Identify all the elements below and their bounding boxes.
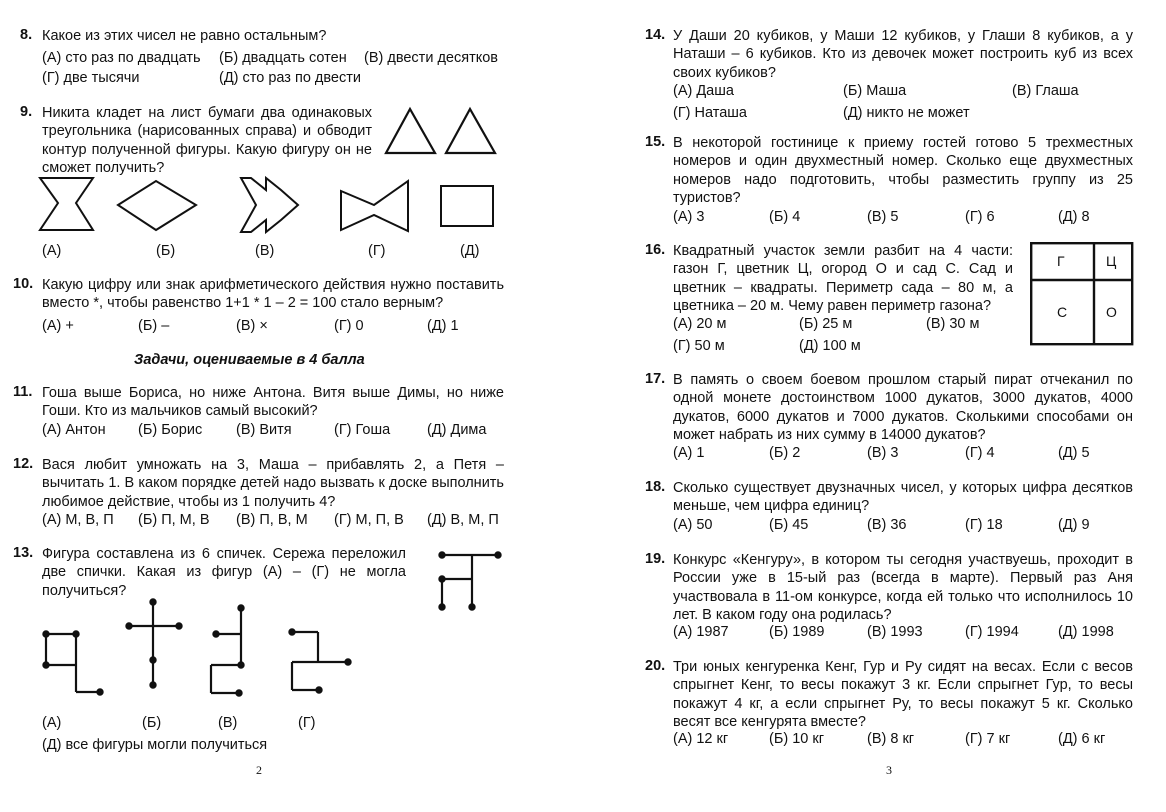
option-e[interactable]: (Д) 1998 xyxy=(1058,624,1114,640)
option-b[interactable]: (Б) 25 м xyxy=(799,316,853,332)
option-c[interactable]: (В) П, В, М xyxy=(236,512,308,528)
shape-e-rectangle xyxy=(441,186,493,226)
question-text: У Даши 20 кубиков, у Маши 12 кубиков, у Глаши 8 кубиков, а у Наташи – 6 кубиков. Кто из девочек может построить куб из всех своих кубиков? xyxy=(673,28,1133,81)
answer-options xyxy=(673,316,1013,334)
option-d[interactable]: (Г) Гоша xyxy=(334,422,391,438)
shape-options-figure xyxy=(36,173,501,238)
answer-options xyxy=(42,50,512,68)
question-number: 11. xyxy=(13,384,33,400)
option-a[interactable]: (А) + xyxy=(42,318,74,334)
question-text: Конкурс «Кенгуру», в котором ты сегодня участвуешь, проходит в России уже в 15-ый раз (всегда в марте). Первый раз Аня участвовала в 11-ом конкурсе, когда ей только что исполнилось 10 лет. В каком году она родилась? xyxy=(673,552,1133,624)
option-a[interactable]: (А) 3 xyxy=(673,209,705,225)
answer-options xyxy=(673,209,1143,227)
option-b[interactable]: (Б) П, М, В xyxy=(138,512,210,528)
option-c[interactable]: (В) 5 xyxy=(867,209,899,225)
option-a[interactable]: (А) 20 м xyxy=(673,316,727,332)
option-c[interactable]: (В) 1993 xyxy=(867,624,923,640)
question-number: 19. xyxy=(645,551,666,567)
option-d[interactable]: (Г) 1994 xyxy=(965,624,1019,640)
option-e[interactable]: (Д) Дима xyxy=(427,422,487,438)
option-a[interactable]: (А) Даша xyxy=(673,83,734,99)
label-e[interactable]: (Д) xyxy=(460,243,480,259)
option-d[interactable]: (Г) 0 xyxy=(334,318,364,334)
question-text: Какую цифру или знак арифметического действия нужно поставить вместо *, чтобы равенство 1+1 * 1 – 2 = 100 стало верным? xyxy=(42,277,504,312)
answer-options xyxy=(673,624,1143,642)
question-text: Гоша выше Бориса, но ниже Антона. Витя выше Димы, но ниже Гоши. Кто из мальчиков самый высокий? xyxy=(42,385,504,420)
label-c[interactable]: (В) xyxy=(218,715,238,731)
question-text: Какое из этих чисел не равно остальным? xyxy=(42,28,327,44)
figure-a xyxy=(43,631,102,694)
option-b[interactable]: (Б) двадцать сотен xyxy=(219,50,347,66)
question-number: 14. xyxy=(645,27,666,43)
label-b[interactable]: (Б) xyxy=(142,715,162,731)
answer-options xyxy=(673,445,1143,463)
land-plot-diagram xyxy=(1030,242,1134,346)
question-number: 12. xyxy=(13,456,34,472)
option-a[interactable]: (А) Антон xyxy=(42,422,106,438)
option-b[interactable]: (Б) Маша xyxy=(843,83,907,99)
plot-label-garden: С xyxy=(1057,304,1068,320)
option-a[interactable]: (А) сто раз по двадцать xyxy=(42,50,201,66)
option-c[interactable]: (В) Витя xyxy=(236,422,292,438)
option-e[interactable]: (Д) 8 xyxy=(1058,209,1090,225)
option-a[interactable]: (А) 12 кг xyxy=(673,731,729,747)
answer-options xyxy=(673,83,1143,101)
option-e[interactable]: (Д) В, М, П xyxy=(427,512,499,528)
two-triangles-figure xyxy=(380,103,505,158)
option-c[interactable]: (В) Глаша xyxy=(1012,83,1079,99)
question-text: В память о своем боевом прошлом старый пират отчеканил по одной монете достоинством 1000 дукатов, 3000 дукатов, 4000 дукатов, 6000 дукатов и 7000 дукатов. Сколькими способами он может набрать из них сумму в 14000 дукатов? xyxy=(673,372,1133,444)
option-c[interactable]: (В) двести десятков xyxy=(364,50,498,66)
option-e[interactable]: (Д) 100 м xyxy=(799,338,861,354)
option-b[interactable]: (Б) 10 кг xyxy=(769,731,824,747)
answer-option-e xyxy=(42,737,512,755)
shape-labels xyxy=(42,243,512,261)
shape-c-double-chevron xyxy=(241,178,298,232)
option-a[interactable]: (А) 50 xyxy=(673,517,713,533)
option-c[interactable]: (В) 8 кг xyxy=(867,731,915,747)
option-d[interactable]: (Г) Наташа xyxy=(673,105,747,121)
question-number: 18. xyxy=(645,479,666,495)
figure-d xyxy=(289,629,350,692)
option-e[interactable]: (Д) 6 кг xyxy=(1058,731,1106,747)
question-text: Никита кладет на лист бумаги два одинаковых треугольника (нарисованных справа) и обводит контур полученной фигуры. Какую фигуру он не сможет получить? xyxy=(42,105,372,177)
matchstick-original-figure xyxy=(430,545,505,620)
question-number: 20. xyxy=(645,658,666,674)
label-d[interactable]: (Г) xyxy=(298,715,316,731)
option-c[interactable]: (В) 36 xyxy=(867,517,907,533)
question-text: Квадратный участок земли разбит на 4 части: газон Г, цветник Ц, огород О и сад С. Сад и цветник – квадраты. Периметр сада – 80 м, а цветника – 20 м. Чему равен периметр газона? xyxy=(673,243,1013,315)
question-text: Три юных кенгуренка Кенг, Гур и Ру сидят на весах. Если с весов спрыгнет Кенг, то весы покажут 3 кг. Если спрыгнет Гур, то весы покажут 4 кг, а если спрыгнет Ру, то весы покажут 5 кг. Сколько весят все кенгурята вместе? xyxy=(673,659,1133,731)
answer-options xyxy=(673,731,1143,749)
option-d[interactable]: (Г) две тысячи xyxy=(42,70,140,86)
question-number: 16. xyxy=(645,242,666,258)
figure-c xyxy=(211,605,244,695)
question-number: 9. xyxy=(20,104,33,120)
option-a[interactable]: (А) 1987 xyxy=(673,624,729,640)
answer-options xyxy=(673,338,1013,356)
question-number: 8. xyxy=(20,27,33,43)
matchstick-options-figure xyxy=(36,590,356,710)
option-a[interactable]: (А) М, В, П xyxy=(42,512,114,528)
answer-options xyxy=(42,512,512,530)
option-d[interactable]: (Г) М, П, В xyxy=(334,512,404,528)
answer-options xyxy=(673,105,1143,123)
option-a[interactable]: (А) 1 xyxy=(673,445,705,461)
option-c[interactable]: (В) 30 м xyxy=(926,316,980,332)
question-text: В некоторой гостинице к приему гостей готово 5 трехместных номеров и один двухместный номер. Сколько еще двухместных номеров надо подготовить, чтобы разместить группу из 25 туристов? xyxy=(673,135,1133,207)
shape-d-bowtie xyxy=(341,181,408,231)
figure-b xyxy=(126,599,181,687)
option-e[interactable]: (Д) 9 xyxy=(1058,517,1090,533)
answer-options xyxy=(42,422,512,440)
question-number: 15. xyxy=(645,134,666,150)
question-number: 10. xyxy=(13,276,34,292)
plot-label-lawn: Г xyxy=(1057,253,1065,269)
option-e[interactable]: (Д) 1 xyxy=(427,318,459,334)
question-number: 13. xyxy=(13,545,34,561)
option-e[interactable]: (Д) никто не может xyxy=(843,105,970,121)
question-text: Фигура составлена из 6 спичек. Сережа переложил две спички. Какая из фигур (А) – (Г) не могла получиться? xyxy=(42,546,406,599)
page-number: 3 xyxy=(886,763,892,777)
shape-a-hourglass xyxy=(40,178,93,230)
question-number: 17. xyxy=(645,371,666,387)
label-c[interactable]: (В) xyxy=(255,243,275,259)
option-c[interactable]: (В) × xyxy=(236,318,268,334)
option-e[interactable]: (Д) сто раз по двести xyxy=(219,70,361,86)
figure-labels xyxy=(42,715,512,733)
plot-label-vegetable: О xyxy=(1106,304,1117,320)
option-e[interactable]: (Д) 5 xyxy=(1058,445,1090,461)
question-text: Сколько существует двузначных чисел, у которых цифра десятков меньше, чем цифра единиц? xyxy=(673,480,1133,515)
option-d[interactable]: (Г) 6 xyxy=(965,209,995,225)
option-b[interactable]: (Б) 1989 xyxy=(769,624,825,640)
option-c[interactable]: (В) 3 xyxy=(867,445,899,461)
option-d[interactable]: (Г) 7 кг xyxy=(965,731,1011,747)
shape-b-rhombus xyxy=(118,181,196,230)
option-b[interactable]: (Б) – xyxy=(138,318,170,334)
label-b[interactable]: (Б) xyxy=(156,243,176,259)
answer-options xyxy=(42,318,512,336)
answer-options xyxy=(42,70,512,88)
section-heading: Задачи, оцениваемые в 4 балла xyxy=(134,352,365,368)
option-d[interactable]: (Г) 4 xyxy=(965,445,995,461)
question-text: Вася любит умножать на 3, Маша – прибавлять 2, а Петя – вычитать 1. В каком порядке детей надо вызвать к доске выполнить любимое действие, чтобы из 1 получить 4? xyxy=(42,457,504,510)
answer-options xyxy=(673,517,1143,535)
option-d[interactable]: (Г) 50 м xyxy=(673,338,725,354)
label-a[interactable]: (А) xyxy=(42,243,62,259)
option-b[interactable]: (Б) 4 xyxy=(769,209,801,225)
option-b[interactable]: (Б) 2 xyxy=(769,445,801,461)
option-d[interactable]: (Г) 18 xyxy=(965,517,1003,533)
option-e[interactable]: (Д) все фигуры могли получиться xyxy=(42,737,268,753)
option-b[interactable]: (Б) 45 xyxy=(769,517,809,533)
page-number: 2 xyxy=(256,763,262,777)
option-b[interactable]: (Б) Борис xyxy=(138,422,203,438)
plot-label-flowerbed: Ц xyxy=(1106,253,1117,269)
label-a[interactable]: (А) xyxy=(42,715,62,731)
label-d[interactable]: (Г) xyxy=(368,243,386,259)
